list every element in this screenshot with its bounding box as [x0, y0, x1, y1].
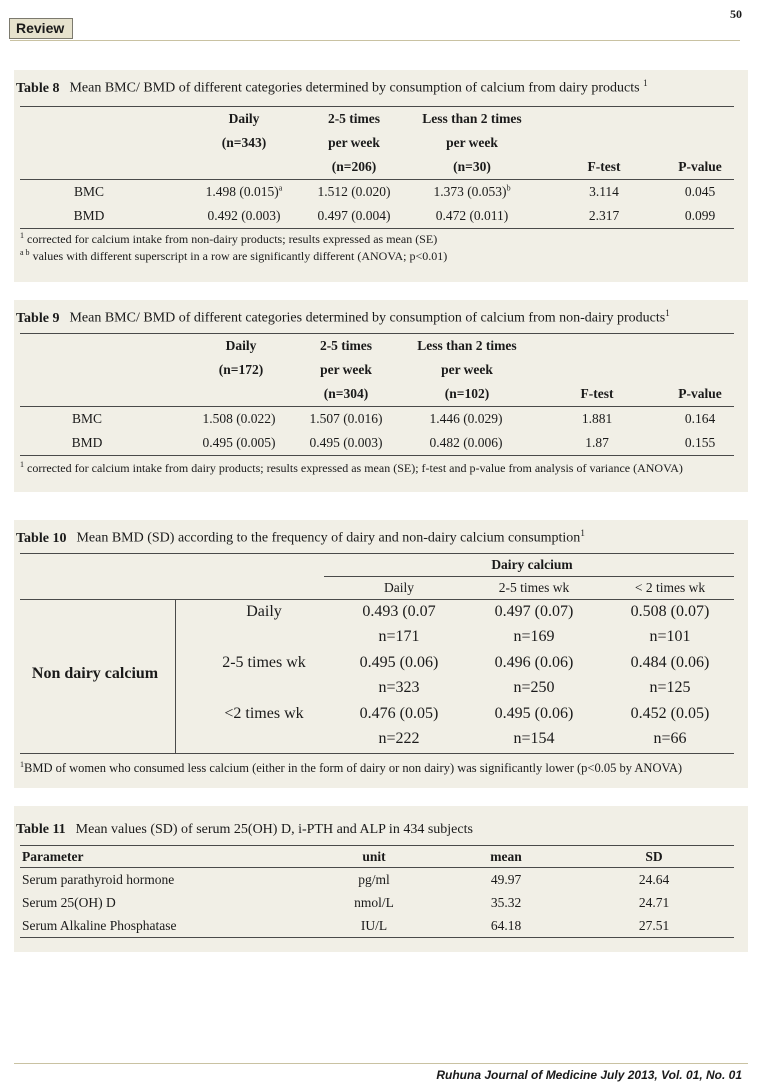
table-8-head-row-1	[14, 107, 748, 131]
table-8-head-ftest: F-test	[587, 158, 621, 174]
table-10-group-row	[14, 554, 748, 576]
table-10-cell: 0.452 (0.05)	[630, 704, 710, 722]
table-8-cell: 0.472 (0.011)	[435, 207, 509, 223]
table-10-n-cell: n=154	[513, 729, 555, 747]
table-8-row-bmd	[14, 204, 748, 228]
table-9-cell: 0.164	[684, 410, 716, 426]
table-10-caption-text: Mean BMD (SD) according to the frequency of dairy and non-dairy calcium consumption	[76, 530, 581, 546]
table-11-caption	[14, 822, 748, 838]
header-rule	[10, 40, 740, 41]
table-9-cell: 0.495 (0.003)	[309, 434, 383, 450]
table-8-cell: 3.114	[589, 183, 619, 199]
table-8-head-row-2	[14, 131, 748, 155]
table-11-cell: 24.71	[638, 895, 670, 910]
table-11-head: SD	[645, 849, 663, 864]
table-8	[14, 70, 748, 282]
table-10-n-cell: n=171	[378, 627, 420, 645]
table-8-row-label: BMD	[73, 207, 105, 223]
table-11-row	[14, 868, 748, 891]
table-10-cell: 0.495 (0.06)	[494, 704, 574, 722]
table-8-head-2-5: 2-5 times	[327, 110, 381, 126]
table-8-label: Table 8	[16, 80, 60, 96]
table-8-head-daily-n: (n=343)	[221, 134, 267, 150]
table-10-cell: 0.497 (0.07)	[494, 602, 574, 620]
table-9-bottom-rule	[20, 455, 734, 456]
footer-rule	[14, 1063, 748, 1064]
table-8-row-label: BMC	[73, 183, 104, 199]
table-9-head-2-5: 2-5 times	[319, 337, 373, 353]
table-10-note: $^1$BMD of women who consumed less calcium (either in the form of dairy or non dairy) was significantly lower (p<0.05 by ANOVA)	[20, 759, 683, 775]
table-11-row	[14, 914, 748, 937]
table-9-head-2-5-n: (n=304)	[323, 385, 369, 401]
table-10-cell: 0.493 (0.07	[362, 602, 436, 620]
table-10-group-header: Dairy calcium	[491, 556, 573, 572]
table-10-divider	[175, 600, 176, 753]
table-8-head-row-3	[14, 155, 748, 179]
table-11-cell: Serum parathyroid hormone	[22, 872, 175, 887]
table-9-label: Table 9	[16, 310, 60, 326]
table-10-col-head: < 2 times wk	[634, 579, 706, 595]
table-11-cell: Serum 25(OH) D	[22, 895, 116, 910]
table-10-n-cell: n=125	[649, 678, 691, 696]
table-9-head-less-sub: per week	[441, 361, 493, 377]
table-9-head-less-n: (n=102)	[444, 385, 490, 401]
table-9	[14, 300, 748, 492]
table-9-row-bmd	[14, 431, 748, 455]
table-9-cell: 0.155	[684, 434, 716, 450]
table-11-cell: 64.18	[490, 918, 522, 933]
table-10-cell: 0.496 (0.06)	[494, 653, 574, 671]
table-10-col-head: Daily	[384, 579, 414, 595]
table-8-head-2-5-n: (n=206)	[331, 158, 377, 174]
table-9-head-row-1	[14, 334, 748, 358]
table-8-cell: 2.317	[588, 207, 620, 223]
table-9-caption-sup: 1	[665, 308, 670, 318]
table-9-head-less: Less than 2 times	[417, 337, 517, 353]
page-number: 50	[730, 7, 742, 21]
table-10	[14, 520, 748, 788]
table-10-row-label: 2-5 times wk	[222, 653, 306, 671]
table-9-head-daily-n: (n=172)	[218, 361, 264, 377]
table-10-caption	[14, 528, 748, 547]
table-11-head: unit	[362, 849, 386, 864]
table-10-caption-sup: 1	[580, 528, 585, 538]
table-9-row-label: BMD	[71, 434, 103, 450]
section-tag: Review	[9, 18, 73, 39]
table-8-head-2-5-sub: per week	[328, 134, 380, 150]
table-10-cell: 0.495 (0.06)	[359, 653, 439, 671]
table-10-n-cell: n=250	[513, 678, 555, 696]
table-9-head-2-5-sub: per week	[320, 361, 372, 377]
table-9-caption-text: Mean BMC/ BMD of different categories determined by consumption of calcium from non-dairy products	[69, 310, 666, 326]
table-9-cell: 1.508 (0.022)	[202, 410, 276, 426]
table-8-cell: 1.498 $(0.015)^a$	[205, 183, 283, 199]
table-8-note-2: $^{a b}$ values with different superscript in a row are significantly different (ANOVA; p<0.01)	[20, 247, 448, 263]
table-9-cell: 1.446 (0.029)	[429, 410, 503, 426]
table-11-head: Parameter	[22, 849, 84, 864]
table-9-head-ftest: F-test	[580, 385, 614, 401]
table-9-row-label: BMC	[71, 410, 102, 426]
table-9-cell: 0.495 (0.005)	[202, 434, 276, 450]
table-8-head-pvalue: P-value	[678, 158, 722, 174]
table-9-note: $^1$ corrected for calcium intake from dairy products; results expressed as mean (SE); f-test and p-value from analysis of variance (ANOVA)	[20, 459, 683, 475]
table-8-caption	[14, 78, 748, 97]
table-10-row-group: Non dairy calcium	[31, 664, 159, 682]
table-11-cell: IU/L	[360, 918, 388, 933]
table-11-bottom-rule	[20, 937, 734, 938]
journal-footer: Ruhuna Journal of Medicine July 2013, Vol. 01, No. 01	[436, 1068, 742, 1082]
table-9-head-row-3	[14, 382, 748, 406]
table-9-cell: 1.87	[585, 434, 609, 450]
table-10-row-label: <2 times wk	[224, 704, 304, 722]
table-8-row-bmc	[14, 180, 748, 204]
table-11-head: mean	[490, 849, 522, 864]
table-9-cell: 1.507 (0.016)	[309, 410, 383, 426]
table-9-cell: 0.482 (0.006)	[429, 434, 503, 450]
table-10-bottom-rule	[20, 753, 734, 754]
table-11-cell: Serum Alkaline Phosphatase	[22, 918, 177, 933]
table-8-head-daily: Daily	[228, 110, 260, 126]
table-11	[14, 806, 748, 952]
table-8-head-less-sub: per week	[446, 134, 498, 150]
table-10-n-cell: n=169	[513, 627, 555, 645]
table-11-cell: 24.64	[638, 872, 670, 887]
table-11-caption-text: Mean values (SD) of serum 25(OH) D, i-PTH and ALP in 434 subjects	[75, 822, 473, 837]
table-10-cell: 0.508 (0.07)	[630, 602, 710, 620]
table-9-head-row-2	[14, 358, 748, 382]
table-9-cell: 1.881	[581, 410, 613, 426]
table-10-label: Table 10	[16, 530, 67, 546]
table-9-head-daily: Daily	[225, 337, 257, 353]
table-8-cell: 1.512 (0.020)	[317, 183, 391, 199]
table-11-cell: pg/ml	[358, 872, 390, 887]
table-10-cell: 0.476 (0.05)	[359, 704, 439, 722]
table-11-cell: 35.32	[490, 895, 522, 910]
table-11-cell: 27.51	[638, 918, 670, 933]
table-8-cell: 1.373 $(0.053)^b$	[433, 183, 511, 199]
table-8-cell: 0.045	[684, 183, 716, 199]
table-10-row-label: Daily	[246, 602, 282, 620]
table-10-col-head: 2-5 times wk	[498, 579, 570, 595]
table-8-caption-text: Mean BMC/ BMD of different categories determined by consumption of calcium from dairy products	[69, 80, 640, 96]
table-11-row	[14, 891, 748, 914]
table-10-body	[14, 600, 748, 753]
table-10-col-head-row	[14, 577, 748, 599]
table-8-caption-sup: 1	[643, 78, 648, 88]
table-10-n-cell: n=101	[649, 627, 691, 645]
table-11-label: Table 11	[16, 822, 66, 837]
table-11-head-row	[14, 846, 748, 867]
table-10-n-cell: n=66	[653, 729, 687, 747]
table-8-head-less: Less than 2 times	[422, 110, 522, 126]
table-10-n-cell: n=222	[378, 729, 420, 747]
table-10-cell: 0.484 (0.06)	[630, 653, 710, 671]
table-11-cell: nmol/L	[354, 895, 394, 910]
table-8-head-less-n: (n=30)	[453, 158, 491, 174]
table-8-cell: 0.492 (0.003)	[207, 207, 281, 223]
table-8-cell: 0.497 (0.004)	[317, 207, 391, 223]
table-9-row-bmc	[14, 407, 748, 431]
table-11-cell: 49.97	[490, 872, 522, 887]
table-9-caption	[14, 308, 748, 327]
table-8-cell: 0.099	[684, 207, 716, 223]
table-10-n-cell: n=323	[378, 678, 420, 696]
table-8-note-1: $^1$ corrected for calcium intake from non-dairy products; results expressed as mean (SE)	[20, 230, 438, 246]
table-9-head-pvalue: P-value	[678, 385, 722, 401]
